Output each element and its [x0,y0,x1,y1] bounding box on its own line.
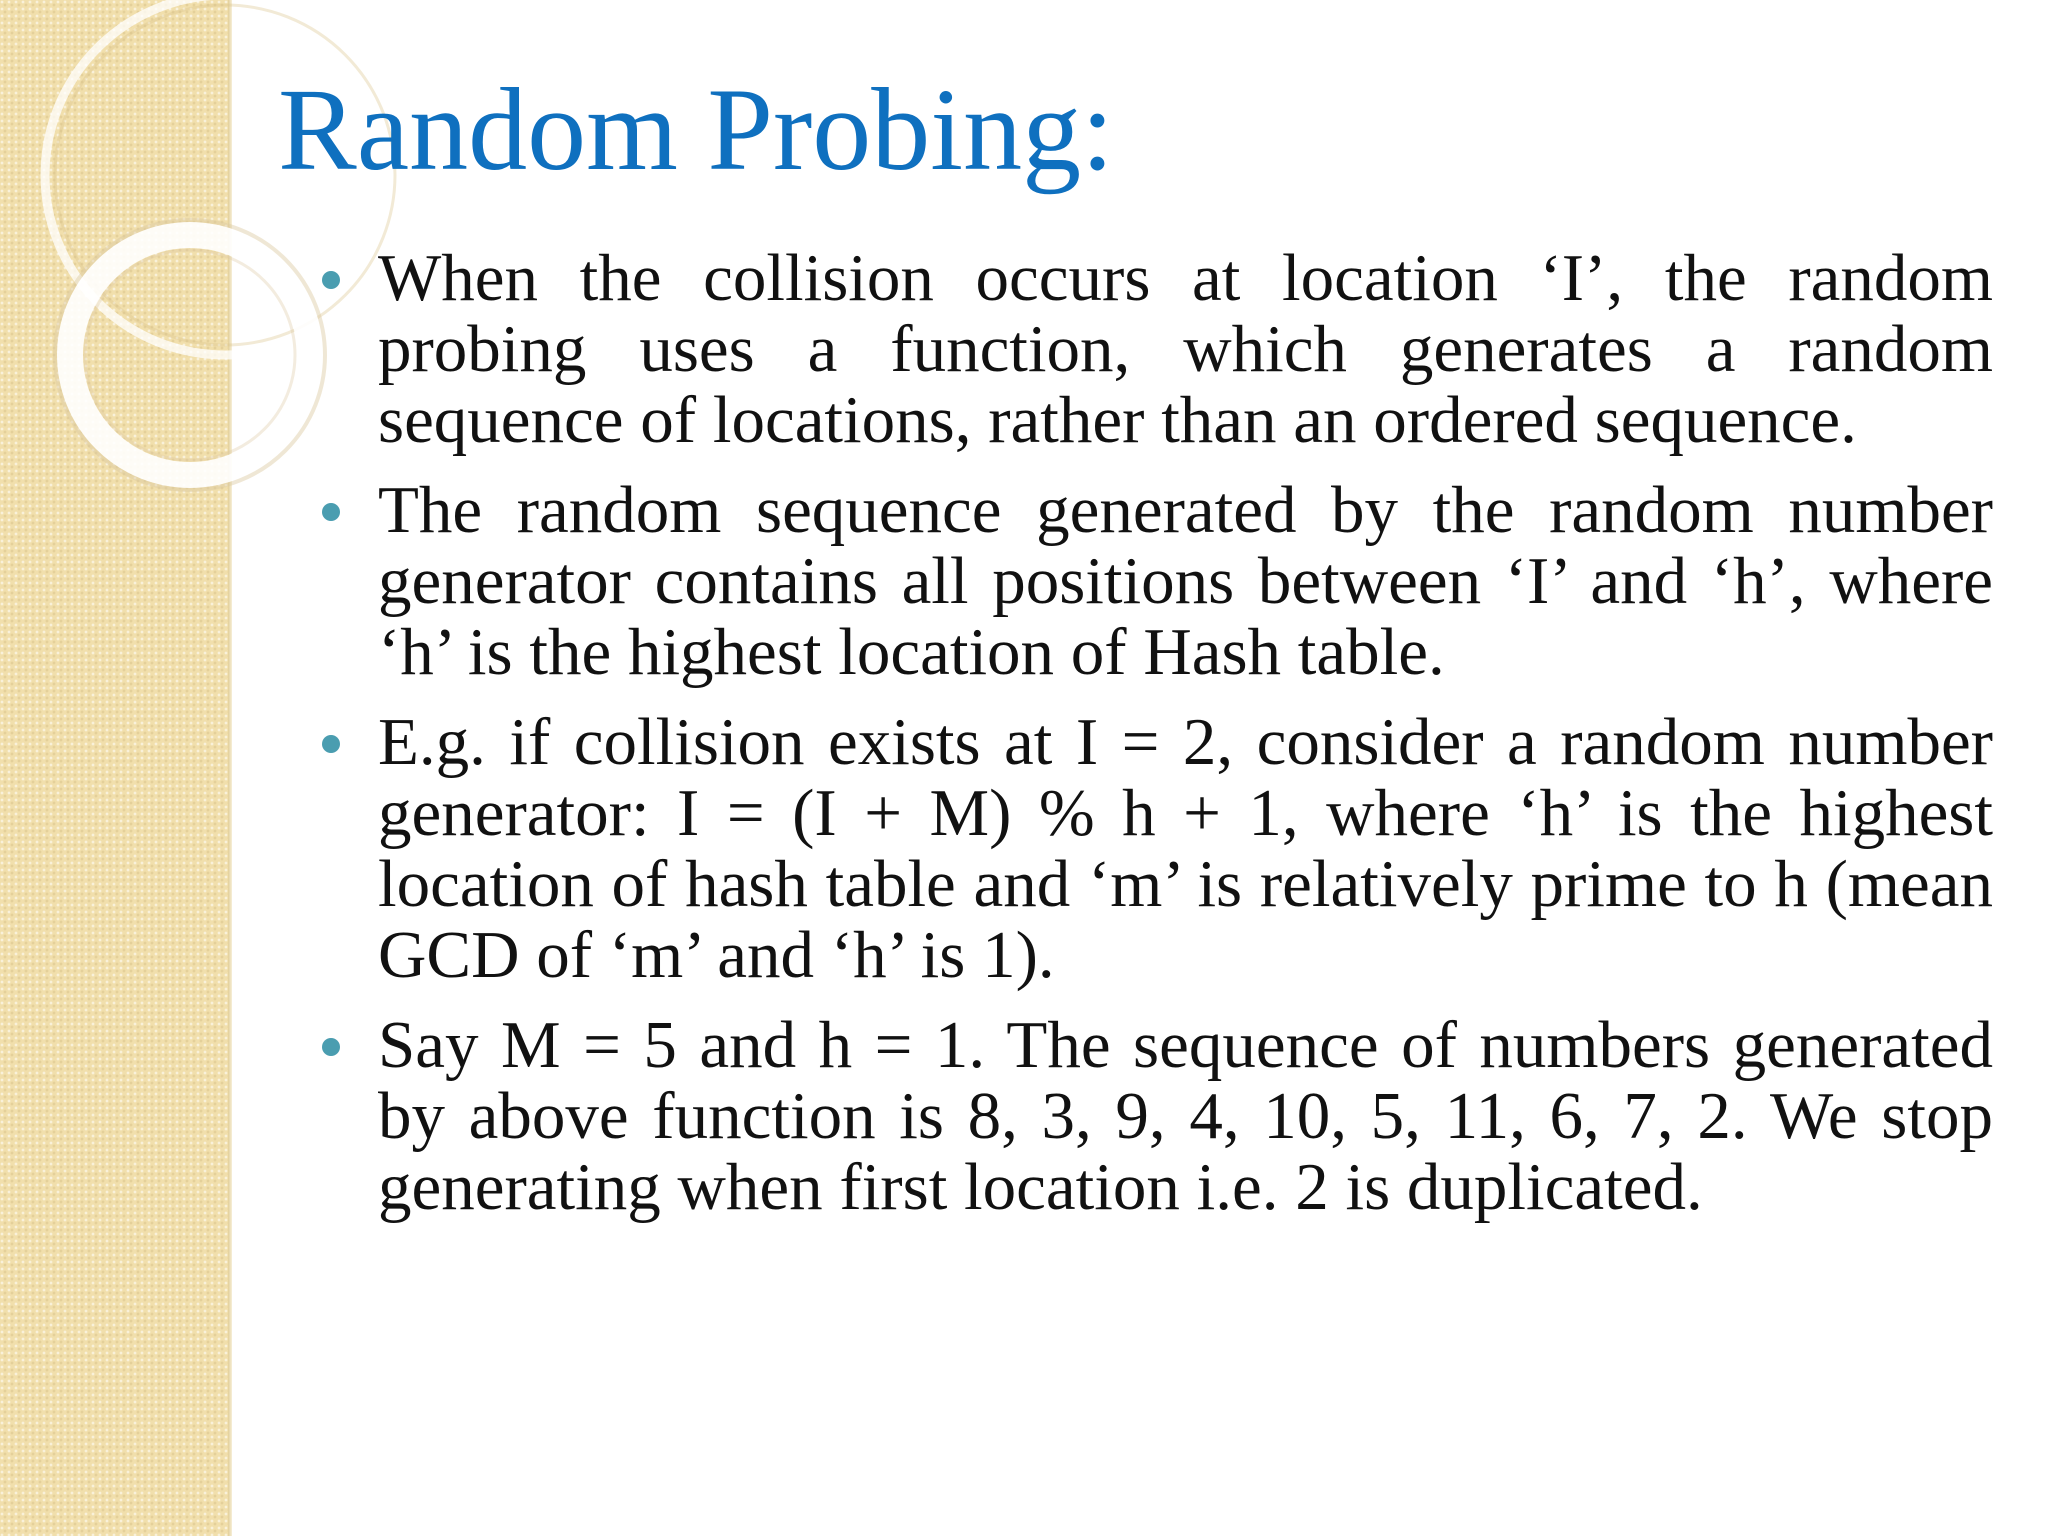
bullet-dot-icon [322,735,340,753]
bullet-text: The random sequence generated by the random number generator contains all positions between ‘I’ and ‘h’, where ‘h’ is the highest location of Hash table. [378,473,1993,689]
bullet-item [318,1010,1993,1223]
bullet-dot-icon [322,503,340,521]
bullet-dot-icon [322,1038,340,1056]
slide-title: Random Probing: [278,64,1114,195]
bullet-text: When the collision occurs at location ‘I’, the random probing uses a function, which generates a random sequence of locations, rather than an ordered sequence. [378,241,1993,457]
bullet-text: Say M = 5 and h = 1. The sequence of numbers generated by above function is 8, 3, 9, 4, 10, 5, 11, 6, 7, 2. We stop generating when first location i.e. 2 is duplicated. [378,1008,1993,1224]
bullet-list [318,243,1993,1242]
bullet-item [318,707,1993,991]
bullet-dot-icon [322,271,340,289]
bullet-item [318,243,1993,456]
bullet-text: E.g. if collision exists at I = 2, consider a random number generator: I = (I + M) % h + 1, where ‘h’ is the highest location of hash table and ‘m’ is relatively prime to h (mean GCD of ‘m’ and ‘h’ is 1). [378,705,1993,992]
bullet-item [318,475,1993,688]
